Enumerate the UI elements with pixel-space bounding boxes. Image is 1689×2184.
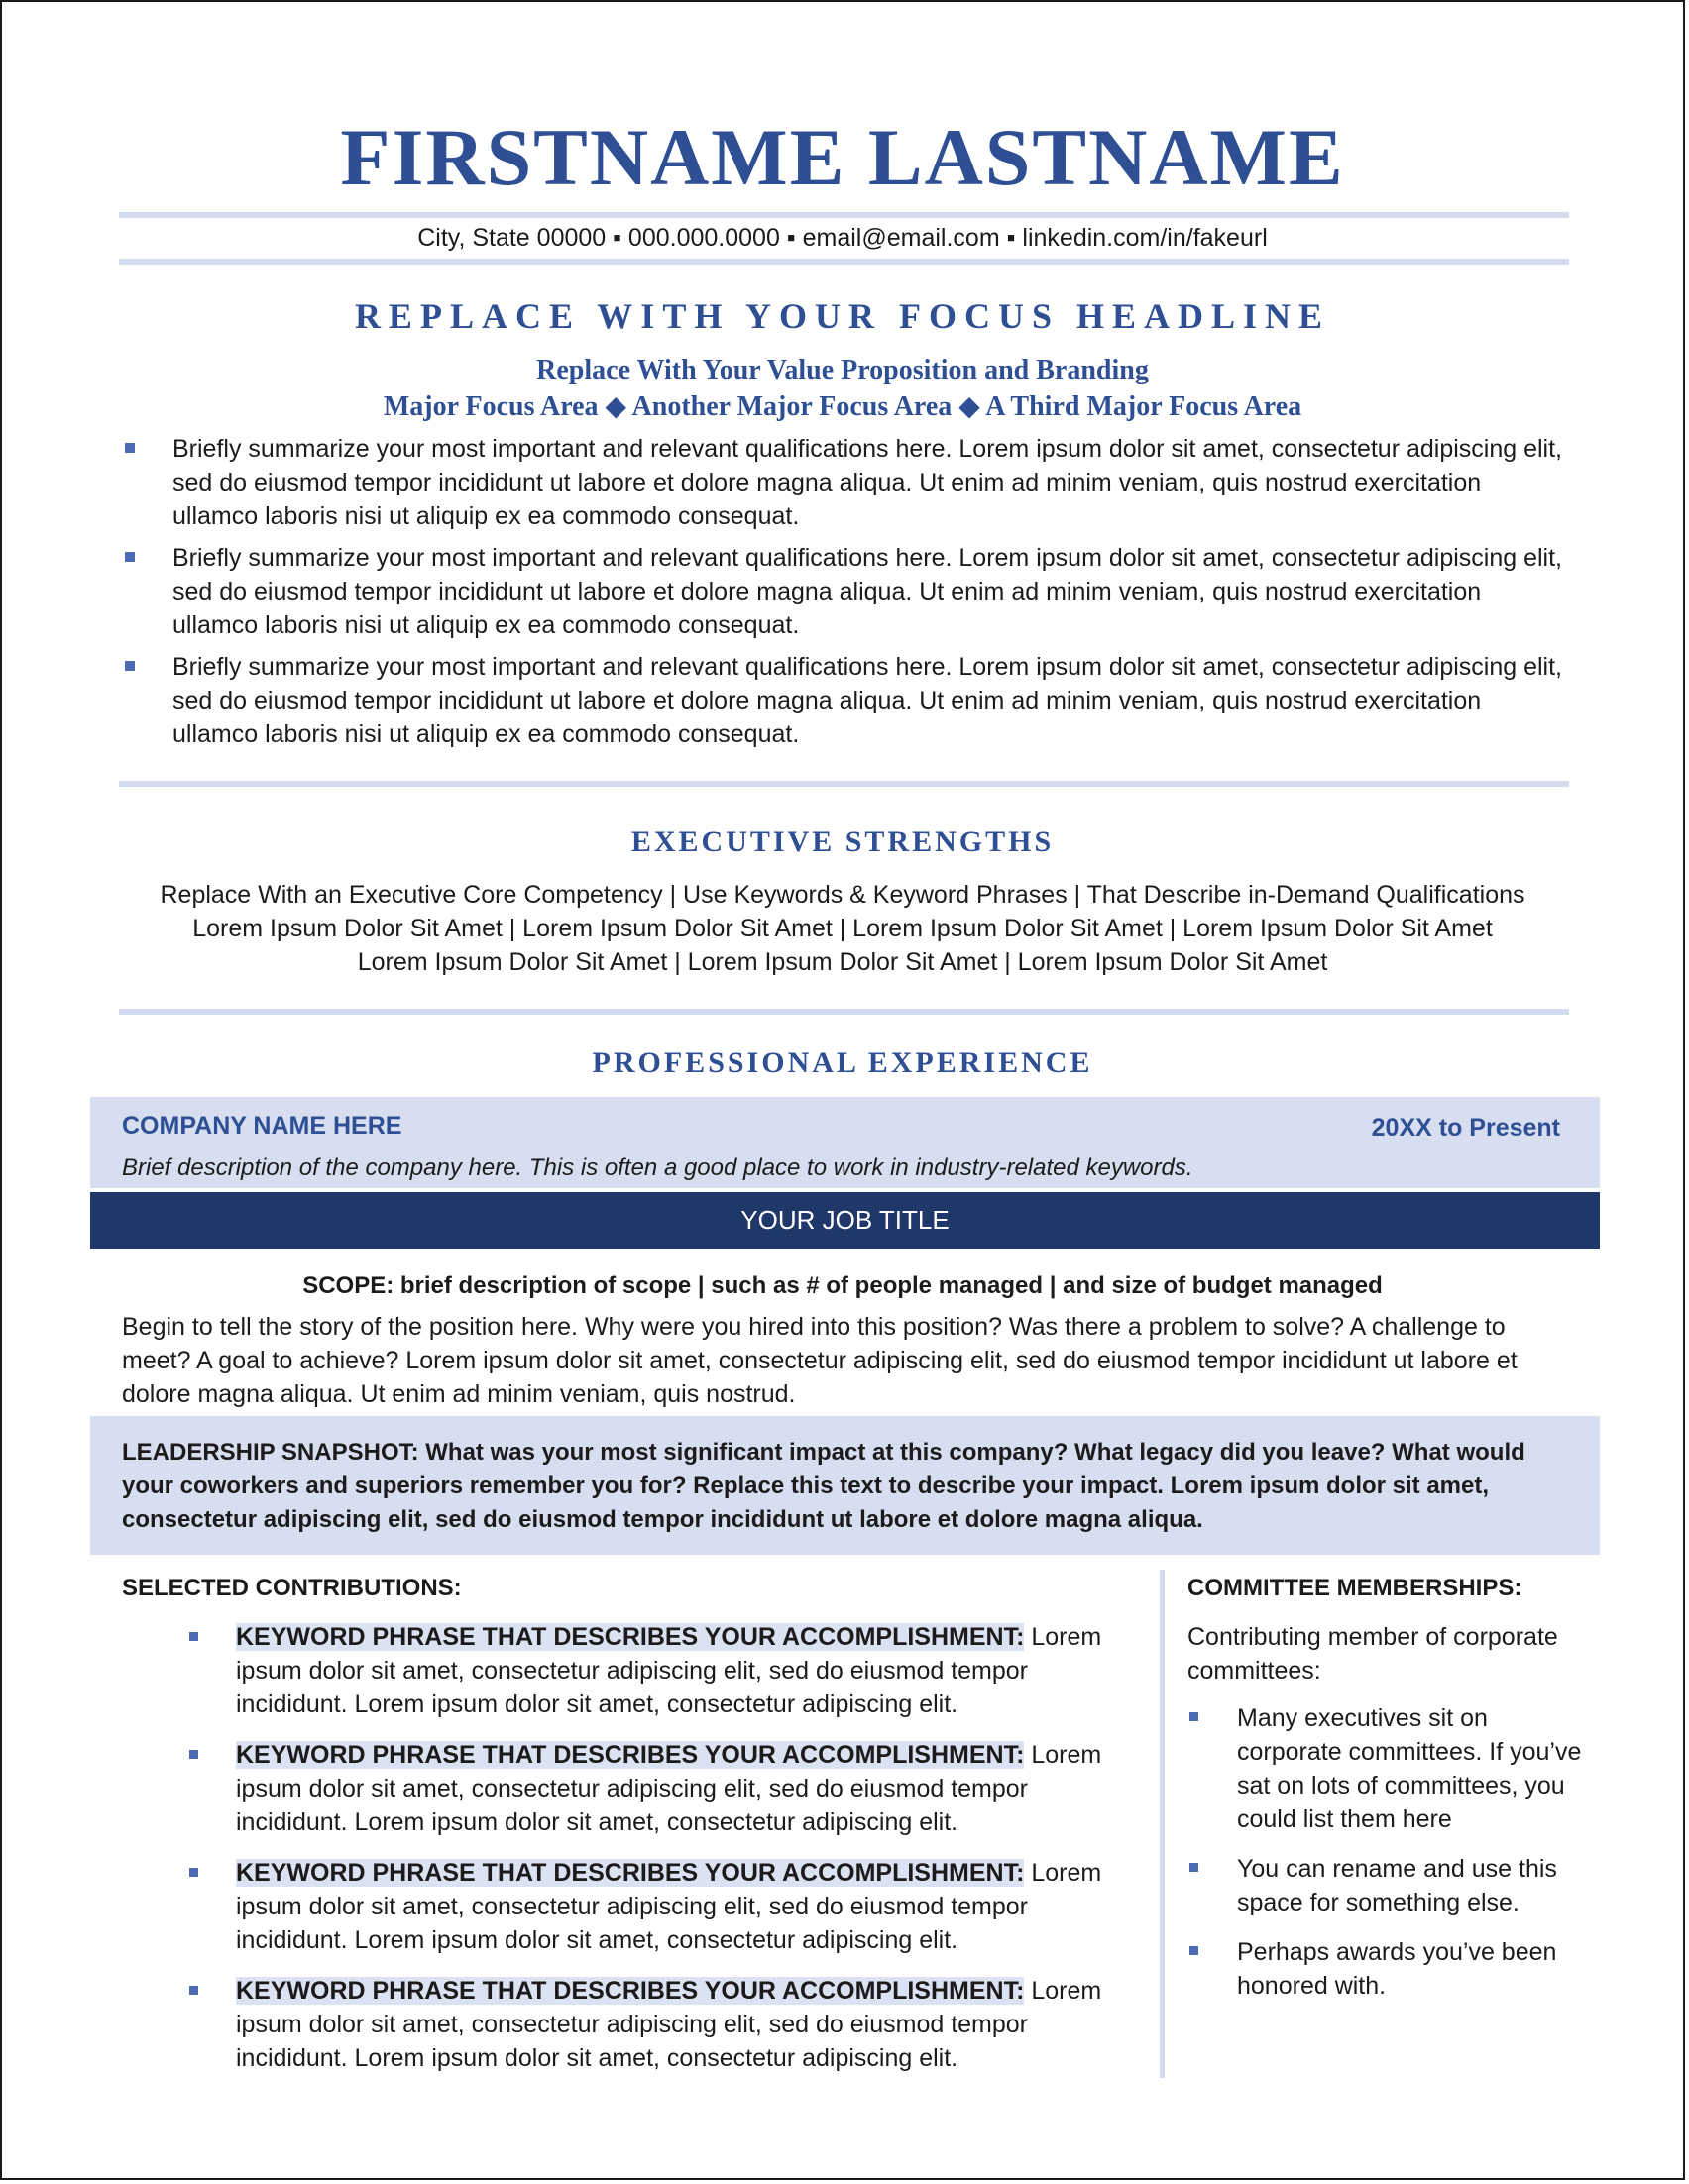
- employment-dates: 20XX to Present: [1371, 1114, 1560, 1142]
- company-name: COMPANY NAME HERE: [122, 1112, 402, 1140]
- strengths-line: Replace With an Executive Core Competency | Use Keywords & Keyword Phrases | That Describe in-Demand Qualifications: [160, 881, 1525, 909]
- committee-heading: COMMITTEE MEMBERSHIPS:: [1187, 1575, 1522, 1601]
- company-panel: [90, 1097, 1600, 1188]
- contribution-keyword: KEYWORD PHRASE THAT DESCRIBES YOUR ACCOMPLISHMENT:: [236, 1977, 1025, 2005]
- bullet-square-icon: [1189, 1946, 1198, 1955]
- strengths-line: Lorem Ipsum Dolor Sit Amet | Lorem Ipsum Dolor Sit Amet | Lorem Ipsum Dolor Sit Amet: [357, 948, 1328, 976]
- column-divider: [1160, 1570, 1165, 2078]
- job-title-bar: YOUR JOB TITLE: [90, 1192, 1600, 1249]
- summary-list: [125, 432, 1572, 759]
- resume-name: FIRSTNAME LASTNAME: [340, 112, 1345, 202]
- leadership-snapshot: LEADERSHIP SNAPSHOT: What was your most significant impact at this company? What legacy did you leave? What would your coworkers and superiors remember you for? Replace this text to describe your impact. Lorem ipsum dolor sit amet, consectetur adipiscing elit, sed do eiusmod tempor incididunt ut labore et dolore magna aliqua.: [90, 1416, 1600, 1555]
- bullet-square-icon: [1189, 1863, 1198, 1872]
- contact-line: City, State 00000 ▪ 000.000.0000 ▪ email@email.com ▪ linkedin.com/in/fakeurl: [417, 224, 1268, 252]
- contribution-text: Lorem ipsum dolor sit amet, consectetur adipiscing elit, sed do eiusmod tempor incididunt. Lorem ipsum dolor sit amet, consectetur adipiscing elit.: [236, 1623, 1102, 1718]
- scope-line: SCOPE: brief description of scope | such as # of people managed | and size of budget managed: [302, 1272, 1383, 1299]
- summary-rule: [119, 781, 1569, 787]
- contribution-item: [122, 1738, 1133, 1839]
- summary-item: [125, 432, 1572, 533]
- strengths-block: [2, 878, 1683, 979]
- committee-text: Many executives sit on corporate committees. If you’ve sat on lots of committees, you could list them here: [1237, 1704, 1582, 1833]
- focus-areas: Major Focus Area ◆ Another Major Focus Area ◆ A Third Major Focus Area: [383, 391, 1302, 422]
- committee-text: You can rename and use this space for something else.: [1237, 1855, 1557, 1916]
- summary-text: Briefly summarize your most important and relevant qualifications here. Lorem ipsum dolor sit amet, consectetur adipiscing elit, sed do eiusmod tempor incididunt ut labore et dolore magna aliqua. Ut enim ad minim veniam, quis nostrud exercitation ullamco laboris nisi ut aliquip ex ea commodo consequat.: [172, 653, 1563, 748]
- summary-text: Briefly summarize your most important and relevant qualifications here. Lorem ipsum dolor sit amet, consectetur adipiscing elit, sed do eiusmod tempor incididunt ut labore et dolore magna aliqua. Ut enim ad minim veniam, quis nostrud exercitation ullamco laboris nisi ut aliquip ex ea commodo consequat.: [172, 544, 1563, 639]
- contributions-heading: SELECTED CONTRIBUTIONS:: [122, 1575, 462, 1601]
- committee-section: [1187, 1575, 1584, 2019]
- committee-item: [1187, 1935, 1584, 2003]
- committee-text: Perhaps awards you’ve been honored with.: [1237, 1938, 1557, 2000]
- contact-rule: [119, 259, 1569, 265]
- contribution-text: Lorem ipsum dolor sit amet, consectetur adipiscing elit, sed do eiusmod tempor incididunt. Lorem ipsum dolor sit amet, consectetur adipiscing elit.: [236, 1741, 1102, 1836]
- experience-heading: PROFESSIONAL EXPERIENCE: [592, 1046, 1093, 1079]
- contribution-keyword: KEYWORD PHRASE THAT DESCRIBES YOUR ACCOMPLISHMENT:: [236, 1741, 1025, 1769]
- summary-text: Briefly summarize your most important and relevant qualifications here. Lorem ipsum dolor sit amet, consectetur adipiscing elit, sed do eiusmod tempor incididunt ut labore et dolore magna aliqua. Ut enim ad minim veniam, quis nostrud exercitation ullamco laboris nisi ut aliquip ex ea commodo consequat.: [172, 435, 1563, 530]
- bullet-square-icon: [189, 1868, 198, 1877]
- contribution-text: Lorem ipsum dolor sit amet, consectetur adipiscing elit, sed do eiusmod tempor incididunt. Lorem ipsum dolor sit amet, consectetur adipiscing elit.: [236, 1977, 1102, 2072]
- committee-item: [1187, 1701, 1584, 1836]
- summary-item: [125, 541, 1572, 642]
- bullet-square-icon: [189, 1632, 198, 1641]
- value-proposition: Replace With Your Value Proposition and Branding: [536, 355, 1149, 385]
- contribution-item: [122, 1856, 1133, 1957]
- bullet-square-icon: [189, 1986, 198, 1995]
- contributions-section: [122, 1575, 1133, 2092]
- committee-item: [1187, 1852, 1584, 1919]
- bullet-square-icon: [1189, 1712, 1198, 1721]
- top-rule: [119, 212, 1569, 218]
- contribution-keyword: KEYWORD PHRASE THAT DESCRIBES YOUR ACCOMPLISHMENT:: [236, 1859, 1025, 1887]
- contribution-keyword: KEYWORD PHRASE THAT DESCRIBES YOUR ACCOMPLISHMENT:: [236, 1623, 1025, 1651]
- strengths-heading: EXECUTIVE STRENGTHS: [630, 825, 1055, 858]
- focus-headline: REPLACE WITH YOUR FOCUS HEADLINE: [354, 296, 1331, 336]
- company-description: Brief description of the company here. This is often a good place to work in industry-related keywords.: [122, 1154, 1193, 1181]
- committee-intro: Contributing member of corporate committees:: [1187, 1623, 1558, 1685]
- contribution-text: Lorem ipsum dolor sit amet, consectetur adipiscing elit, sed do eiusmod tempor incididunt. Lorem ipsum dolor sit amet, consectetur adipiscing elit.: [236, 1859, 1102, 1954]
- contribution-item: [122, 1620, 1133, 1721]
- bullet-square-icon: [125, 443, 135, 453]
- summary-item: [125, 650, 1572, 751]
- position-story: Begin to tell the story of the position here. Why were you hired into this position? Was there a problem to solve? A challenge to meet? A goal to achieve? Lorem ipsum dolor sit amet, consectetur adipiscing elit, sed do eiusmod tempor incididunt ut labore et dolore magna aliqua. Ut enim ad minim veniam, quis nostrud.: [122, 1313, 1518, 1408]
- bullet-square-icon: [125, 552, 135, 562]
- bullet-square-icon: [189, 1750, 198, 1759]
- strengths-rule: [119, 1009, 1569, 1015]
- strengths-line: Lorem Ipsum Dolor Sit Amet | Lorem Ipsum Dolor Sit Amet | Lorem Ipsum Dolor Sit Amet | Lorem Ipsum Dolor Sit Amet: [192, 915, 1493, 942]
- contribution-item: [122, 1974, 1133, 2075]
- bullet-square-icon: [125, 661, 135, 671]
